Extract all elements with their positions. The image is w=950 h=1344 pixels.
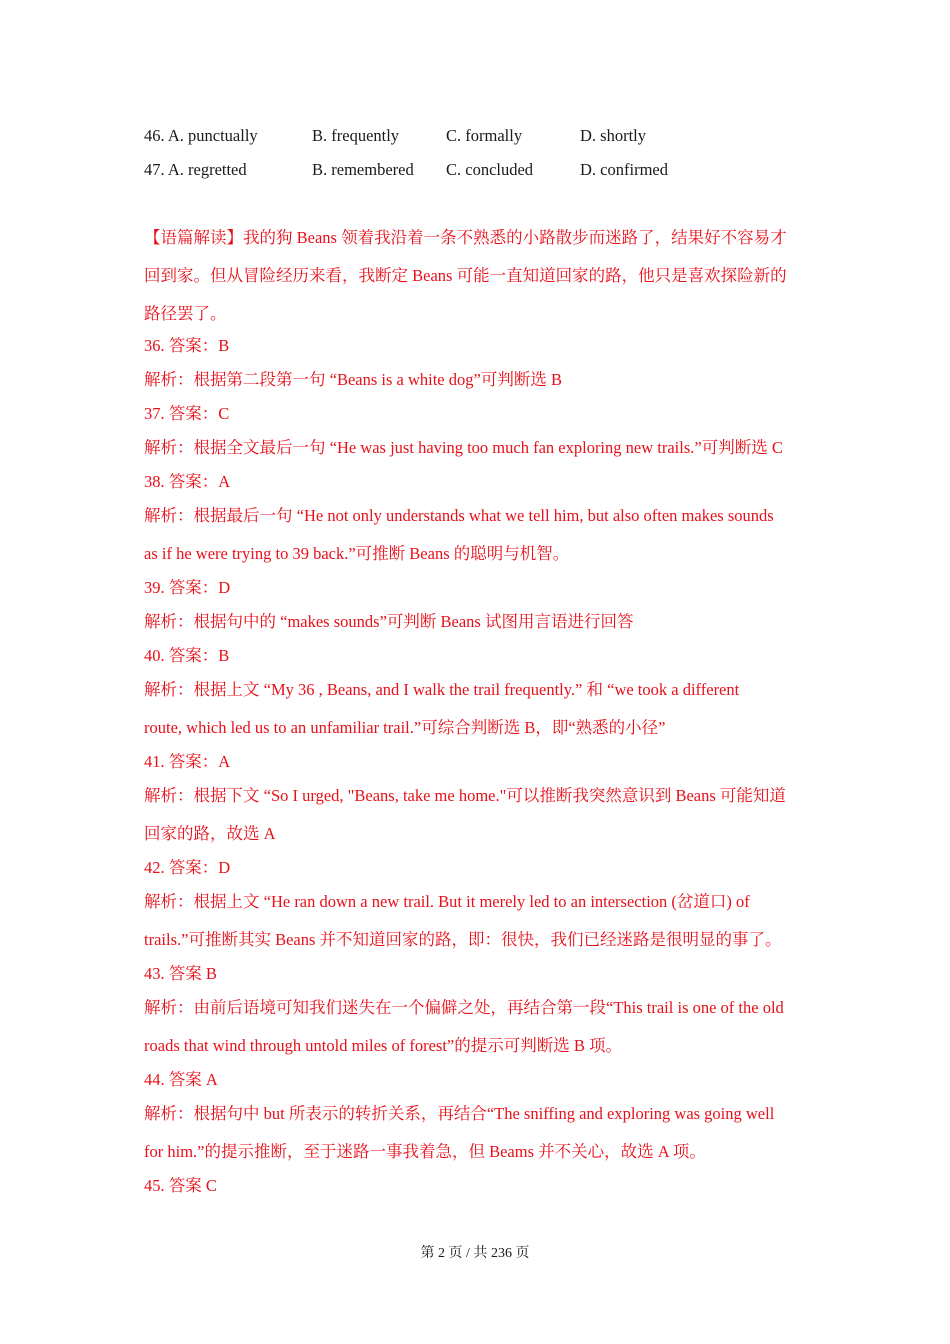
- option-b: B. remembered: [312, 160, 414, 179]
- answer-line: 42. 答案：D: [144, 858, 231, 877]
- reading-line: 【语篇解读】我的狗 Beans 领着我沿着一条不熟悉的小路散步而迷路了，结果好不容易才: [144, 228, 787, 247]
- answer-line: 38. 答案：A: [144, 472, 231, 491]
- answer-line: 44. 答案 A: [144, 1070, 218, 1089]
- answer-line: 41. 答案：A: [144, 752, 231, 771]
- reading-line: 路径罢了。: [144, 304, 227, 323]
- explanation-line: 解析：根据最后一句 “He not only understands what we tell him, but also often makes sounds: [144, 506, 774, 525]
- explanation-line: 解析：根据句中 but 所表示的转折关系，再结合“The sniffing and exploring was going well: [144, 1104, 775, 1123]
- explanation-line: as if he were trying to 39 back.”可推断 Beans 的聪明与机智。: [144, 544, 570, 563]
- option-c: C. concluded: [446, 160, 534, 179]
- option-b: B. frequently: [312, 126, 400, 145]
- option-d: D. shortly: [580, 126, 646, 145]
- option-c: C. formally: [446, 126, 523, 145]
- reading-title: 【语篇解读】: [144, 228, 243, 247]
- explanation-line: 解析：根据第二段第一句 “Beans is a white dog”可判断选 B: [144, 370, 562, 389]
- option-d: D. confirmed: [580, 160, 668, 179]
- explanation-line: for him.”的提示推断，至于迷路一事我着急，但 Beams 并不关心，故选 A 项。: [144, 1142, 706, 1161]
- explanation-line: trails.”可推断其实 Beans 并不知道回家的路，即：很快，我们已经迷路是很明显的事了。: [144, 930, 782, 949]
- answer-line: 40. 答案：B: [144, 646, 230, 665]
- answer-line: 39. 答案：D: [144, 578, 231, 597]
- explanation-line: 解析：由前后语境可知我们迷失在一个偏僻之处，再结合第一段“This trail is one of the old: [144, 998, 784, 1017]
- explanation-line: 解析：根据上文 “He ran down a new trail. But it merely led to an intersection (岔道口) of: [144, 892, 750, 911]
- explanation-line: roads that wind through untold miles of forest”的提示可判断选 B 项。: [144, 1036, 622, 1055]
- answer-line: 43. 答案 B: [144, 964, 217, 983]
- explanation-line: 回家的路，故选 A: [144, 824, 276, 843]
- answer-line: 45. 答案 C: [144, 1176, 217, 1195]
- answer-line: 37. 答案：C: [144, 404, 230, 423]
- page-number: 2: [438, 1246, 446, 1261]
- answer-line: 36. 答案：B: [144, 336, 230, 355]
- explanation-line: route, which led us to an unfamiliar trail.”可综合判断选 B，即“熟悉的小径”: [144, 718, 666, 737]
- explanation-line: 解析：根据上文 “My 36 , Beans, and I walk the trail frequently.” 和 “we took a different: [144, 680, 740, 699]
- explanation-line: 解析：根据全文最后一句 “He was just having too much fan exploring new trails.”可判断选 C: [144, 438, 783, 457]
- page-footer: 第 2 页 / 共 236 页: [420, 1246, 530, 1261]
- option-a: 47. A. regretted: [144, 160, 247, 179]
- reading-line: 回到家。但从冒险经历来看，我断定 Beans 可能一直知道回家的路，他只是喜欢探险新的: [144, 266, 787, 285]
- option-a: 46. A. punctually: [144, 126, 258, 145]
- explanation-line: 解析：根据句中的 “makes sounds”可判断 Beans 试图用言语进行回答: [144, 612, 634, 631]
- explanation-line: 解析：根据下文 “So I urged, "Beans, take me home."可以推断我突然意识到 Beans 可能知道: [144, 786, 786, 805]
- page-total: 236: [490, 1246, 512, 1261]
